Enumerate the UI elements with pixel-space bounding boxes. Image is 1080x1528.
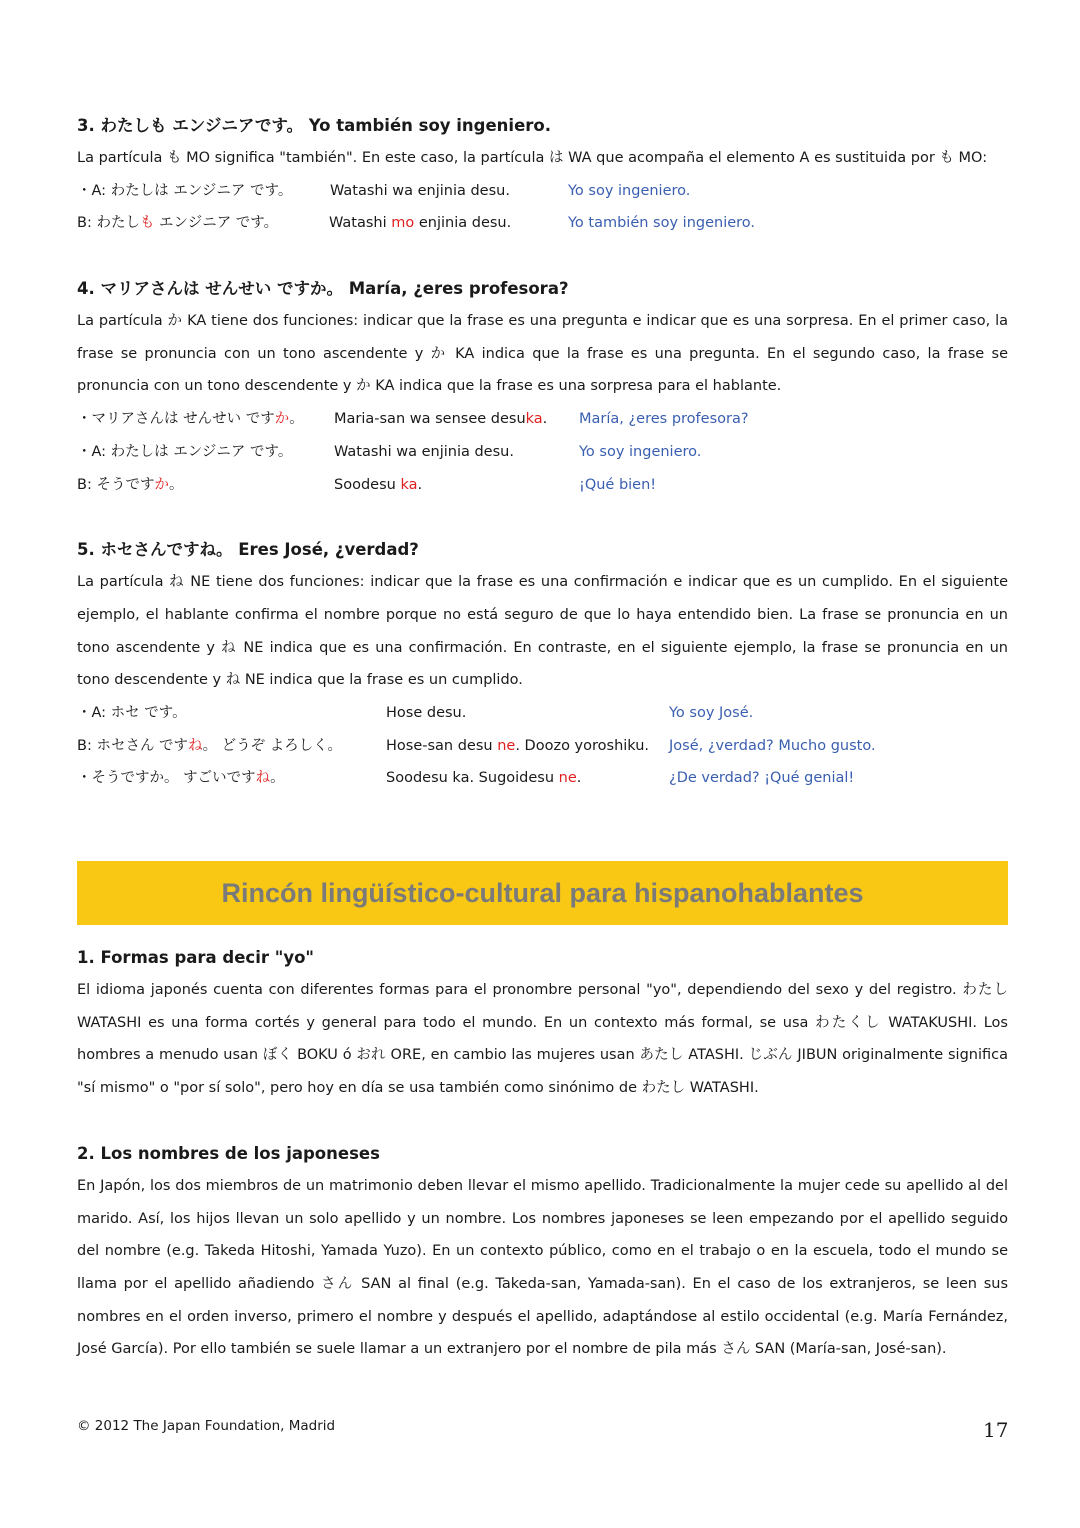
example-row bbox=[77, 697, 1008, 730]
section-5-paragraph: La partícula ね NE tiene dos funciones: indicar que la frase es una confirmación e indicar que es un cumplido. En el siguiente ejemplo, el hablante confirma el nombre porque no está seguro de que lo haya entendido bien. La frase se pronuncia en un tono ascendente y ね NE indica que es una confirmación. En contraste, en el siguiente ejemplo, la frase se pronuncia en un tono descendente y ね NE indica que la frase es un cumplido. bbox=[77, 574, 1008, 689]
particle-highlight: ka bbox=[525, 411, 543, 428]
example-row bbox=[77, 403, 1008, 436]
example-romaji: Hose-san desu ne. Doozo yoroshiku. bbox=[386, 737, 650, 754]
particle-highlight: か bbox=[274, 411, 290, 428]
particle-highlight: ka bbox=[400, 476, 418, 493]
culture-sections bbox=[77, 942, 1008, 1366]
example-japanese: B: そうですか。 bbox=[77, 476, 184, 493]
section-4-paragraph: La partícula か KA tiene dos funciones: indicar que la frase es una pregunta e indicar que es una sorpresa. En el primer caso, la frase se pronuncia con un tono ascendente y か KA indica que la frase es una pregunta. En el segundo caso, la frase se pronuncia con un tono descendente y か KA indica que la frase es una sorpresa para el hablante. bbox=[77, 313, 1008, 395]
example-row bbox=[77, 207, 1008, 240]
culture-corner-banner bbox=[77, 861, 1008, 925]
example-romaji: Hose desu. bbox=[386, 705, 467, 722]
example-romaji: Soodesu ka. bbox=[334, 476, 423, 493]
particle-highlight: ね bbox=[188, 737, 203, 754]
banner-title: Rincón lingüístico-cultural para hispanohablantes bbox=[221, 877, 864, 908]
example-japanese: ・そうですか。 すごいですね。 bbox=[77, 770, 285, 787]
example-romaji: Soodesu ka. Sugoidesu ne. bbox=[386, 770, 582, 787]
example-row bbox=[77, 762, 1008, 795]
section-4-title: 4. マリアさんは せんせい ですか。 María, ¿eres profesora? bbox=[77, 279, 569, 299]
particle-highlight: ne bbox=[497, 737, 516, 754]
culture-2-paragraph: En Japón, los dos miembros de un matrimonio deben llevar el mismo apellido. Tradicionalmente la mujer cede su apellido al del marido. Así, los hijos llevan un solo apellido y un nombre. Los nombres japoneses se leen empezando por el apellido seguido del nombre (e.g. Takeda Hitoshi, Yamada Yuzo). En un contexto público, como en el trabajo o en la escuela, todo el mundo se llama por el apellido añadiendo さん SAN al final (e.g. Takeda-san, Yamada-san). En el caso de los extranjeros, se leen sus nombres en el orden inverso, primero el nombre y después el apellido, adaptándose al estilo occidental (e.g. María Fernández, José García). Por ello también se suele llamar a un extranjero por el nombre de pila más さん SAN (María-san, José-san). bbox=[77, 1177, 1008, 1358]
copyright: © 2012 The Japan Foundation, Madrid bbox=[77, 1418, 336, 1434]
example-translation: ¡Qué bien! bbox=[579, 476, 657, 493]
example-row bbox=[77, 436, 1008, 469]
example-row bbox=[77, 730, 1008, 763]
particle-highlight: か bbox=[154, 476, 169, 493]
example-romaji: Watashi wa enjinia desu. bbox=[330, 182, 510, 199]
particle-highlight: も bbox=[139, 215, 155, 232]
culture-1-title: 1. Formas para decir "yo" bbox=[77, 948, 315, 967]
example-japanese: ・A: わたしは エンジニア です。 bbox=[77, 182, 293, 199]
example-japanese: B: ホセさん ですね。 どうぞ よろしく。 bbox=[77, 737, 342, 754]
example-translation: Yo soy ingeniero. bbox=[568, 182, 691, 199]
section-3-title: 3. わたしも エンジニアです。 Yo también soy ingeniero. bbox=[77, 116, 552, 135]
particle-highlight: ね bbox=[255, 770, 271, 787]
example-translation: ¿De verdad? ¡Qué genial! bbox=[669, 770, 855, 787]
page-number: 17 bbox=[983, 1418, 1009, 1442]
example-romaji: Watashi mo enjinia desu. bbox=[329, 215, 512, 232]
particle-highlight: mo bbox=[391, 215, 415, 232]
example-row bbox=[77, 469, 1008, 502]
example-translation: Yo soy ingeniero. bbox=[579, 443, 702, 460]
example-romaji: Maria-san wa sensee desuka. bbox=[334, 411, 548, 428]
grammar-sections bbox=[77, 110, 1008, 795]
example-translation: Yo soy José. bbox=[669, 705, 754, 722]
particle-highlight: ne bbox=[558, 770, 577, 787]
example-translation: Yo también soy ingeniero. bbox=[568, 215, 756, 232]
section-5-title: 5. ホセさんですね。 Eres José, ¿verdad? bbox=[77, 540, 419, 560]
example-japanese: ・A: わたしは エンジニア です。 bbox=[77, 443, 293, 460]
culture-1-paragraph: El idioma japonés cuenta con diferentes formas para el pronombre personal "yo", dependiendo del sexo y del registro. わたし WATASHI es una forma cortés y general para todo el mundo. En un contexto más formal, se usa わたくし WATAKUSHI. Los hombres a menudo usan ぼく BOKU ó おれ ORE, en cambio las mujeres usan あたし ATASHI. じぶん JIBUN originalmente significa "sí mismo" o "por sí solo", pero hoy en día se usa también como sinónimo de わたし WATASHI. bbox=[77, 982, 1008, 1097]
example-translation: José, ¿verdad? Mucho gusto. bbox=[669, 737, 876, 754]
example-row bbox=[77, 175, 1008, 208]
example-japanese: ・A: ホセ です。 bbox=[77, 705, 187, 722]
example-japanese: B: わたしも エンジニア です。 bbox=[77, 215, 279, 232]
culture-2-title: 2. Los nombres de los japoneses bbox=[77, 1143, 380, 1163]
example-translation: María, ¿eres profesora? bbox=[579, 411, 749, 428]
example-romaji: Watashi wa enjinia desu. bbox=[334, 443, 514, 460]
example-japanese: ・マリアさんは せんせい ですか。 bbox=[77, 411, 304, 428]
section-3-intro: La partícula も MO significa "también". En este caso, la partícula は WA que acompaña el elemento A es sustituida por も MO: bbox=[77, 150, 988, 166]
